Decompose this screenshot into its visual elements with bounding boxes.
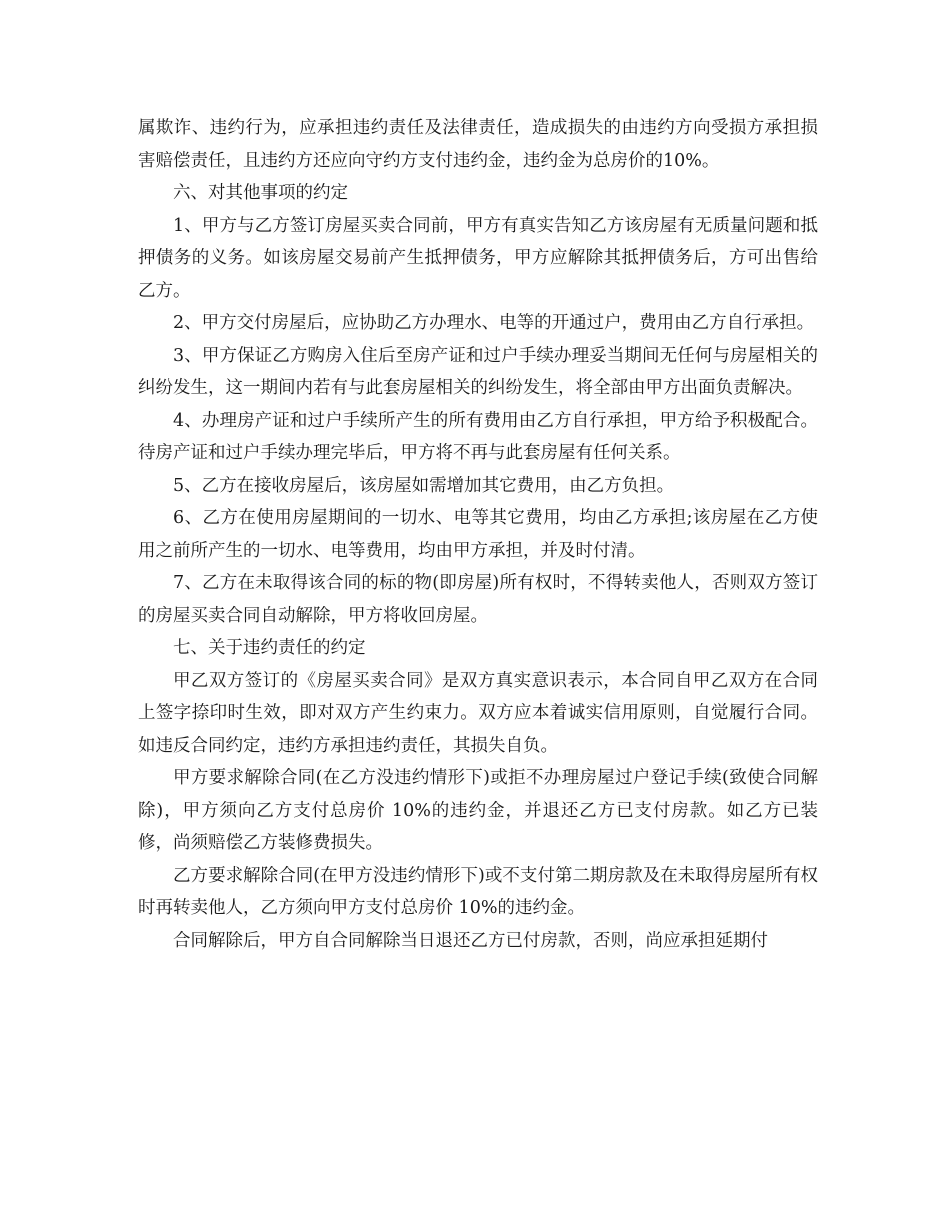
paragraph-contract-effect: 甲乙双方签订的《房屋买卖合同》是双方真实意识表示，本合同自甲乙双方在合同上签字捺印时生效，即对双方产生约束力。双方应本着诚实信用原则，自觉履行合同。如违反合同约定，违约方承担违约责任，其损失自负。: [138, 670, 818, 756]
clause-1: 1、甲方与乙方签订房屋买卖合同前，甲方有真实告知乙方该房屋有无质量问题和抵押债务的义务。如该房屋交易前产生抵押债务，甲方应解除其抵押债务后，方可出售给乙方。: [138, 215, 818, 301]
paragraph-party-b-termination: 乙方要求解除合同(在甲方没违约情形下)或不支付第二期房款及在未取得房屋所有权时再转卖他人，乙方须向甲方支付总房价 10%的违约金。: [138, 865, 818, 918]
clause-5: 5、乙方在接收房屋后，该房屋如需增加其它费用，由乙方负担。: [173, 475, 675, 496]
clause-3: 3、甲方保证乙方购房入住后至房产证和过户手续办理妥当期间无任何与房屋相关的纠纷发生，这一期间内若有与此套房屋相关的纠纷发生，将全部由甲方出面负责解决。: [138, 345, 818, 398]
clause-4: 4、办理房产证和过户手续所产生的所有费用由乙方自行承担，甲方给予积极配合。待房产证和过户手续办理完毕后，甲方将不再与此套房屋有任何关系。: [138, 410, 818, 463]
section-heading-breach-liability: 七、关于违约责任的约定: [173, 638, 366, 658]
clause-6: 6、乙方在使用房屋期间的一切水、电等其它费用，均由乙方承担;该房屋在乙方使用之前所产生的一切水、电等费用，均由甲方承担，并及时付清。: [138, 508, 818, 561]
clause-2: 2、甲方交付房屋后，应协助乙方办理水、电等的开通过户，费用由乙方自行承担。: [173, 313, 815, 333]
paragraph-breach-liability: 属欺诈、违约行为，应承担违约责任及法律责任，造成损失的由违约方向受损方承担损害赔偿责任，且违约方还应向守约方支付违约金，违约金为总房价的10%。: [138, 118, 818, 171]
clause-7: 7、乙方在未取得该合同的标的物(即房屋)所有权时，不得转卖他人，否则双方签订的房屋买卖合同自动解除，甲方将收回房屋。: [138, 573, 818, 626]
paragraph-party-a-termination: 甲方要求解除合同(在乙方没违约情形下)或拒不办理房屋过户登记手续(致使合同解除)，甲方须向乙方支付总房价 10%的违约金，并退还乙方已支付房款。如乙方已装修，尚须赔偿乙方装修费损失。: [138, 768, 818, 853]
document-page: [138, 112, 818, 957]
section-heading-other-matters: 六、对其他事项的约定: [173, 183, 348, 203]
paragraph-after-termination: 合同解除后，甲方自合同解除当日退还乙方已付房款，否则，尚应承担延期付: [173, 930, 768, 951]
